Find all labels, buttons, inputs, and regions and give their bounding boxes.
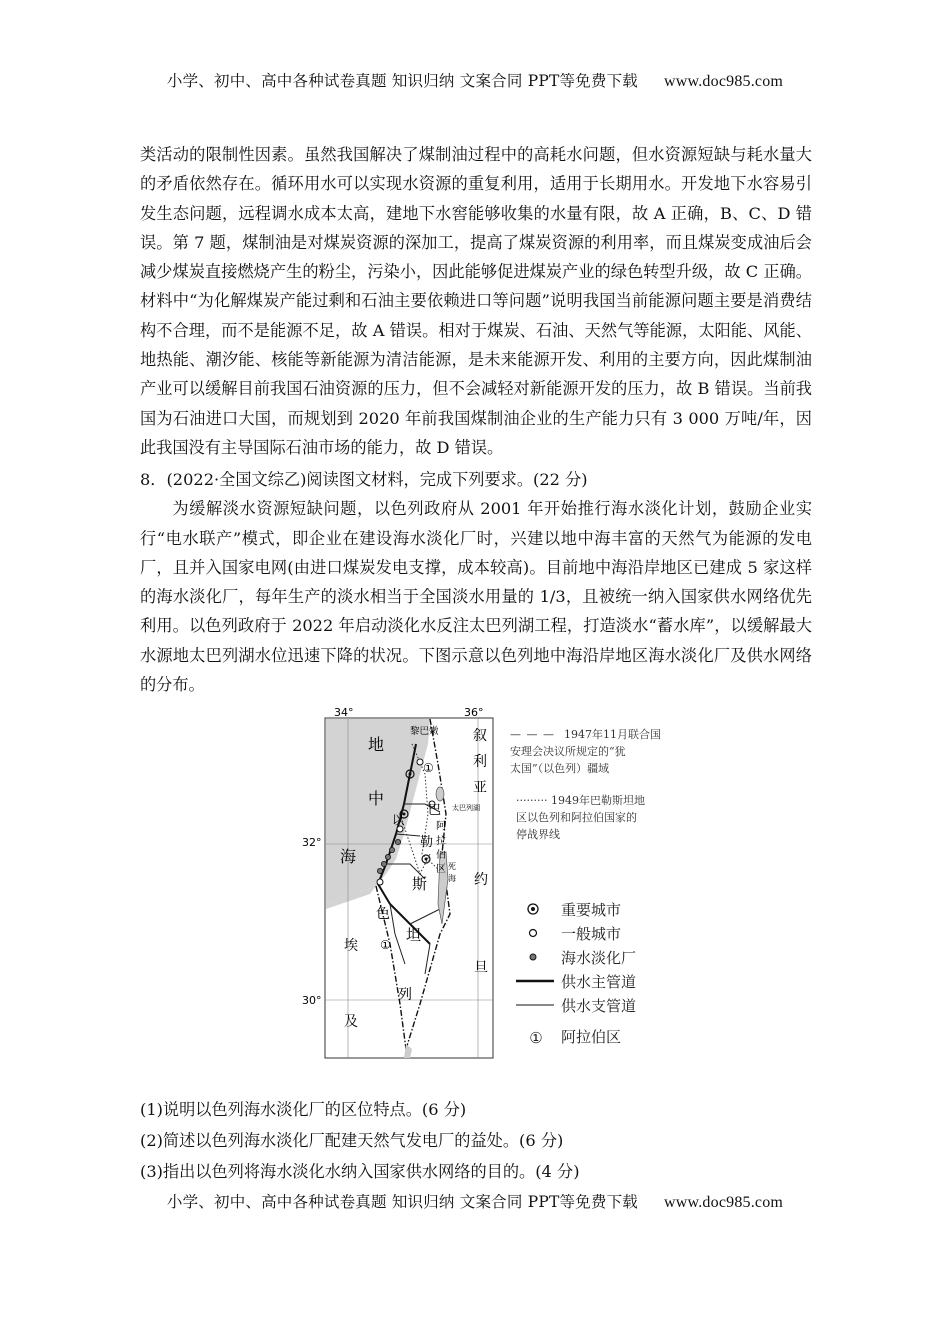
answer-text: 类活动的限制性因素。虽然我国解决了煤制油过程中的高耗水问题，但水资源短缺与耗水量大的矛盾依然存在。循环用水可以实现水资源的重复利用，适用于长期用水。开发地下水容易引发生态问题，远程调水成本太高，建地下水窖能够收集的水量有限，故 A 正确，B、C、D 错误。第 7 题，煤制油是对煤炭资源的深加工，提高了煤炭资源的利用率，而且煤炭变成油后会减少煤炭直接燃烧产生的粉尘，污染小，因此能够促进煤炭产业的绿色转型升级，故 C 正确。材料中“为化解煤炭产能过剩和石油主要依赖进口等问题”说明我国当前能源问题主要是消费结构不合理，而不是能源不足，故 A 错误。相对于煤炭、石油、天然气等能源，太阳能、风能、地热能、潮汐能、核能等新能源为清洁能源，是未来能源开发、利用的主要方向，因此煤制油产业可以缓解目前我国石油资源的压力，但不会减轻对新能源开发的压力，故 B 错误。当前我国为石油进口大国，而规划到 2020 年前我国煤制油企业的生产能力只有 3 000 万吨/年，因此我国没有主导国际石油市场的能力，故 D 错误。 [140,145,812,457]
legend-major-city: 重要城市 [516,897,696,921]
question-8-title: 8．(2022·全国文综乙)阅读图文材料，完成下列要求。(22 分) [140,470,588,489]
sub-question-1: (1)说明以色列海水淡化厂的区位特点。(6 分) [140,1100,467,1119]
legend-main-pipe: 供水主管道 [561,972,637,991]
tiberias-lake [436,787,444,801]
svg-text:中: 中 [368,789,385,808]
lat-label-32: 32° [302,836,322,849]
legend-arab-region: ① 阿拉伯区 [529,1028,622,1047]
svg-text:太巴列湖: 太巴列湖 [452,804,480,812]
svg-text:旦: 旦 [474,960,488,976]
svg-text:海: 海 [340,847,357,866]
svg-text:坦: 坦 [406,926,422,944]
page-footer [0,1190,950,1212]
svg-text:海: 海 [448,874,456,883]
map-note-1949: ········· 1949年巴勒斯坦地 区以色列和阿拉伯国家的 停战界线 [516,794,645,841]
sub-question-2: (2)简述以色列海水淡化厂配建天然气发电厂的益处。(6 分) [140,1131,564,1150]
svg-text:区: 区 [436,864,446,875]
svg-text:约: 约 [474,872,488,888]
svg-text:拉: 拉 [436,836,446,847]
svg-text:阿: 阿 [436,821,446,832]
svg-text:色: 色 [376,906,390,922]
svg-text:及: 及 [344,1014,358,1030]
svg-text:①: ① [380,938,391,952]
svg-text:死: 死 [448,862,456,871]
header-text: 小学、初中、高中各种试卷真题 知识归纳 文案合同 PPT等免费下载 [166,72,638,90]
footer-url[interactable]: www.doc985.com [664,1194,784,1211]
svg-text:列: 列 [398,987,412,1003]
answer-explanation [140,140,812,462]
sub-question-3: (3)指出以色列将海水淡化水纳入国家供水网络的目的。(4 分) [140,1162,580,1181]
question-8 [140,465,812,699]
arab-region-marker: ① [423,761,434,775]
page-header [0,69,950,91]
svg-text:巴: 巴 [428,803,442,818]
map-note-1947: — — — 1947年11月联合国 安理会决议所规定的“犹 太国”（以色列）疆域 [510,728,661,775]
header-url[interactable]: www.doc985.com [664,73,784,90]
svg-text:黎巴嫩: 黎巴嫩 [410,726,439,737]
legend-desal-plant: 海水淡化厂 [516,945,696,969]
legend-branch-pipe: 供水支管道 [561,996,637,1015]
svg-text:伯: 伯 [436,850,446,861]
question-8-material: 为缓解淡水资源短缺问题，以色列政府从 2001 年开始推行海水淡化计划，鼓励企业实行“电水联产”模式，即企业在建设海水淡化厂时，兴建以地中海丰富的天然气为能源的发电厂，且并入国家电网(由进口煤炭发电支撑，成本较高)。目前地中海沿岸地区已建成 5 家这样的海水淡化厂，每年生产的淡水相当于全国淡水用量的 1/3，且被统一纳入国家供水网络优先利用。以色列政府于 2022 年启动淡化水反注太巴列湖工程，打造淡水“蓄水库”，以缓解最大水源地太巴列湖水位迅速下降的状况。下图示意以色列地中海沿岸地区海水淡化厂及供水网络的分布。 [140,499,812,695]
svg-text:利: 利 [473,754,487,770]
lat-label-30: 30° [302,994,322,1007]
svg-text:斯: 斯 [412,875,428,893]
svg-text:叙: 叙 [473,728,487,744]
svg-text:勒: 勒 [420,835,434,850]
svg-text:亚: 亚 [473,780,487,796]
lon-label-36: 36° [464,706,484,719]
svg-text:埃: 埃 [344,938,358,954]
legend-minor-city: 一般城市 [516,921,696,945]
footer-text: 小学、初中、高中各种试卷真题 知识归纳 文案合同 PPT等免费下载 [166,1193,638,1211]
map-legend [516,897,696,1047]
svg-text:地: 地 [368,735,385,754]
svg-text:以: 以 [392,813,405,827]
lon-label-34: 34° [334,706,354,719]
